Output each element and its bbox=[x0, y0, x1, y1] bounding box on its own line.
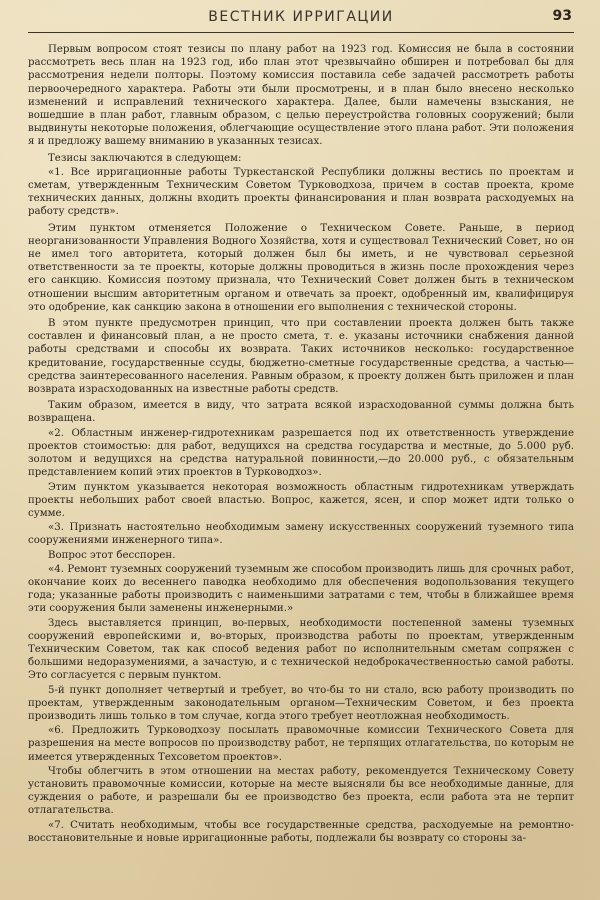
paragraph: Таким образом, имеется в виду, что затрата всякой израсходованной суммы должна быть возвращена. bbox=[28, 400, 574, 425]
thesis-quote: «1. Все ирригационные работы Туркестанской Республики должны вестись по проектам и сметам, утвержденным Техническим Советом Турководхоза, причем в состав проекта, кроме технических данных, должны входить проекты финансирования и план возврата расходуемых на работу средств». bbox=[28, 166, 574, 218]
paragraph: В этом пункте предусмотрен принцип, что при составлении проекта должен быть также составлен и финансовый план, а не просто смета, т. е. указаны источники снабжения данной работы средствами и способы их возврата. Таких источников несколько: государственное кредитование, государственные ссуды, бюджетно-сметные государственные средства, а частью—средства заинтересованного населения. Равным образом, к проекту должен быть приложен и план возврата израсходованных на известные работы средств. bbox=[28, 318, 574, 396]
thesis-quote: «3. Признать настоятельно необходимым замену искусственных сооружений туземного типа сооружениями инженерного типа». bbox=[28, 522, 574, 547]
paragraph: Первым вопросом стоят тезисы по плану работ на 1923 год. Комиссия не была в состоянии рассмотреть весь план на 1923 год, ибо план этот чрезвычайно обширен и потребовал бы для рассмотрения недели полторы. Поэтому комиссия поставила себе задачей рассмотреть работы первоочередного характера. Работы эти были просмотрены, и в план было внесено несколько изменений и исправлений технического характера. Далее, были намечены взыскания, не вошедшие в план работ, главным образом, с целью переустройства головных сооружений; были выдвинуты некоторые положения, облегчающие осуществление этого плана работ. Эти положения я и предложу вашему вниманию в указанных тезисах. bbox=[28, 44, 574, 148]
paragraph: Здесь выставляется принцип, во-первых, необходимости постепенной замены туземных сооружений европейскими и, во-вторых, производства работы по проектам, утвержденным Техническим Советом, так как способ ведения работ по исполнительным сметам сопряжен с большими недоразумениями, а зачастую, и с технической недоброкачественностью самой работы. Это согласуется с первым пунктом. bbox=[28, 617, 574, 682]
thesis-quote: «2. Областным инженер-гидротехникам разрешается под их ответственность утверждение проектов стоимостью: для работ, ведущихся на средства государства и местные, до 5.000 руб. золотом и ведущихся на средства натуральной повинности,—до 20.000 руб., с обязательным представлением копий этих проектов в Турководхоз». bbox=[28, 427, 574, 479]
paragraph: 5-й пункт дополняет четвертый и требует, во что-бы то ни стало, всю работу производить по проектам, утвержденным законодательным органом—Техническим Советом, и без проекта производить лишь только в том случае, когда этого требует неотложная необходимость. bbox=[28, 684, 574, 722]
paragraph: Вопрос этот бесспорен. bbox=[48, 549, 176, 561]
paragraph: Чтобы облегчить в этом отношении на местах работу, рекомендуется Техническому Совету установить правомочные комиссии, которые на месте выясняли бы все необходимые данные, для суждения о работе, и разрешали бы ее производство без проекта, если работа эта не терпит отлагательства. bbox=[28, 765, 574, 817]
running-title: ВЕСТНИК ИРРИГАЦИИ bbox=[208, 9, 394, 25]
thesis-quote: «7. Считать необходимым, чтобы все государственные средства, расходуемые на ремонтно-восстановительные и новые ирригационные работы, подлежали бы возврату со стороны за- bbox=[28, 819, 574, 844]
paragraph: Этим пунктом указывается некоторая возможность областным гидротехникам утверждать проекты небольших работ своей властью. Вопрос, кажется, ясен, и спор может идти только о сумме. bbox=[28, 481, 574, 519]
thesis-quote: «4. Ремонт туземных сооружений туземным же способом производить лишь для срочных работ, окончание коих до весеннего паводка необходимо для обеспечения водопользования текущего года; указанные работы производить с наименьшими затратами с тем, чтобы в ближайшее время эти сооружения были заменены инженерными.» bbox=[28, 563, 574, 615]
page-number: 93 bbox=[552, 8, 572, 24]
page-header bbox=[28, 6, 574, 33]
article-body bbox=[28, 43, 574, 845]
thesis-quote: «6. Предложить Турководхозу посылать правомочные комиссии Технического Совета для разрешения на месте вопросов по производству работ, не терпящих отлагательства, по которым не имеется утвержденных Техсоветом проектов». bbox=[28, 725, 574, 763]
paragraph: Этим пунктом отменяется Положение о Техническом Совете. Раньше, в период неорганизованности Управления Водного Хозяйства, хотя и существовал Технический Совет, но он не имел того авторитета, который должен был бы иметь, и не чувствовал серьезной ответственности за те проекты, которые должны проводиться в жизнь после прохождения через его санкцию. Комиссия поэтому признала, что Технический Совет должен быть в техническом отношении высшим авторитетным органом и отвечать за проект, одобренный им, квалифицируя это одобрение, как санкцию закона в отношении его выполнения с технической стороны. bbox=[28, 222, 574, 313]
paragraph: Тезисы заключаются в следующем: bbox=[48, 152, 242, 164]
